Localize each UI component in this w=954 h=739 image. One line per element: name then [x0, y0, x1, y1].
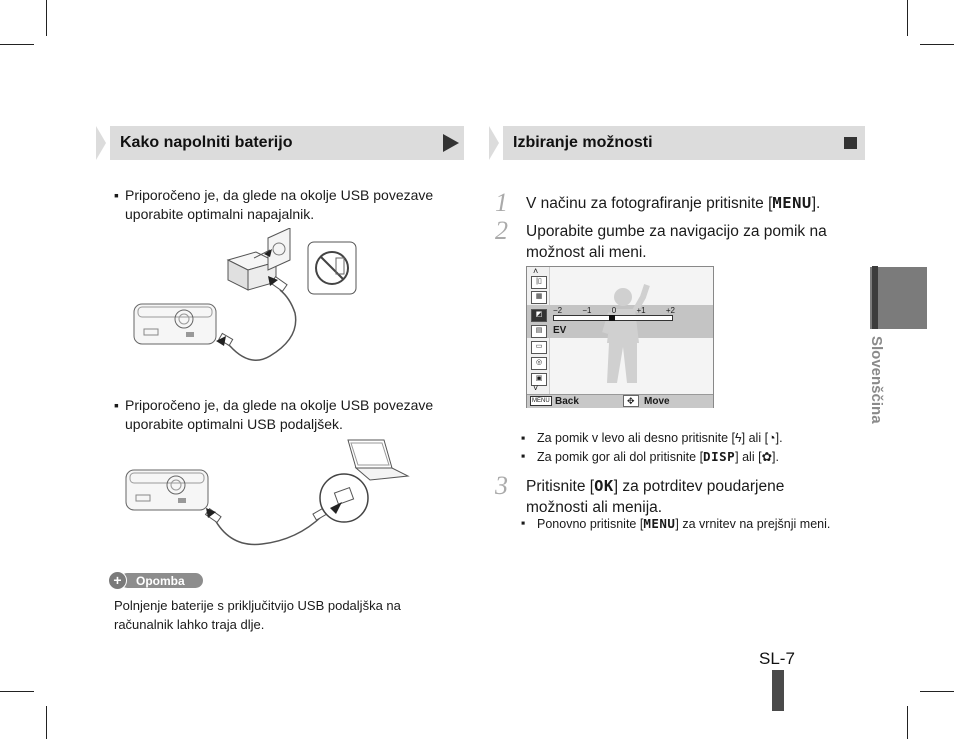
- crop-mark: [907, 0, 908, 36]
- step-1: V načinu za fotografiranje pritisnite [MENU].: [526, 194, 821, 212]
- step-2: Uporabite gumbe za navigacijo za pomik na možnost ali meni.: [526, 223, 827, 261]
- side-tab-block: [870, 267, 927, 329]
- timer-icon: ◔: [768, 431, 776, 445]
- back-label: Back: [555, 396, 579, 407]
- plus-icon: +: [108, 571, 127, 590]
- iso-icon: ▤: [531, 325, 547, 338]
- charger-illustration: [130, 228, 365, 373]
- crop-mark: [920, 44, 954, 45]
- child-figure: [597, 283, 657, 395]
- move-label: Move: [644, 396, 670, 407]
- crop-mark: [0, 44, 34, 45]
- sub-bullet-left-right: ▪ Za pomik v levo ali desno pritisnite [ϟ] ali [◔].: [521, 431, 783, 445]
- section-header-options: [489, 126, 865, 160]
- sub-bullet-return: ▪ Ponovno pritisnite [MENU] za vrnitev na prejšnji meni.: [521, 516, 831, 531]
- chevron-down-icon: ˅: [533, 383, 539, 393]
- page-number: SL-7: [759, 649, 795, 668]
- metering-icon: ▣: [531, 373, 547, 386]
- crop-mark: [46, 706, 47, 739]
- menu-key-icon: MENU: [532, 398, 550, 404]
- arrow-right-icon: [442, 134, 460, 152]
- macro-icon: ✿: [761, 450, 773, 464]
- ev-scale-labels: −2 −1 0 +1 +2: [553, 306, 675, 315]
- section-header-charging: [96, 126, 464, 160]
- crop-mark: [907, 706, 908, 739]
- size-icon: ▦: [531, 291, 547, 304]
- side-tab-accent: [872, 266, 878, 329]
- sub-bullet-up-down: ▪ Za pomik gor ali dol pritisnite [DISP] ali [✿].: [521, 449, 779, 464]
- page-marker: [772, 670, 784, 711]
- step-number: 1: [495, 188, 508, 217]
- section-title: Izbiranje možnosti: [513, 134, 653, 151]
- side-tab-label-wrap: [868, 336, 888, 446]
- camera-screen: [526, 266, 714, 408]
- note-text: Polnjenje baterije s priključitvijo USB podaljška na računalnik lahko traja dlje.: [114, 598, 401, 632]
- step-3: Pritisnite [OK] za potrditev poudarjene možnosti ali menija.: [526, 477, 785, 516]
- step-number: 3: [495, 471, 508, 500]
- crop-mark: [0, 691, 34, 692]
- square-icon: [844, 137, 857, 149]
- bullet-charger: ▪ Priporočeno je, da glede na okolje USB povezave uporabite optimalni napajalnik.: [114, 187, 434, 222]
- side-tab-label: Slovenščina: [868, 336, 885, 424]
- step-number: 2: [495, 216, 508, 245]
- focus-icon: |▯: [531, 276, 547, 289]
- crop-mark: [920, 691, 954, 692]
- note-badge: [108, 571, 204, 590]
- white-balance-icon: ▭: [531, 341, 547, 354]
- section-title: Kako napolniti baterijo: [120, 134, 293, 151]
- crop-mark: [46, 0, 47, 36]
- face-detect-icon: ◎: [531, 357, 547, 370]
- usb-laptop-illustration: [122, 436, 417, 551]
- flash-icon: ϟ: [735, 431, 742, 445]
- ev-icon: ◩: [531, 309, 547, 322]
- screen-bottom-bar: [527, 394, 713, 408]
- ev-label: EV: [553, 325, 567, 336]
- chevron-up-icon: ˄: [533, 266, 539, 276]
- note-label: Opomba: [136, 574, 185, 588]
- bullet-usb-extension: ▪ Priporočeno je, da glede na okolje USB povezave uporabite optimalni USB podaljšek.: [114, 397, 434, 432]
- ev-slider-marker: [609, 315, 615, 321]
- move-arrows-icon: ✥: [623, 395, 639, 407]
